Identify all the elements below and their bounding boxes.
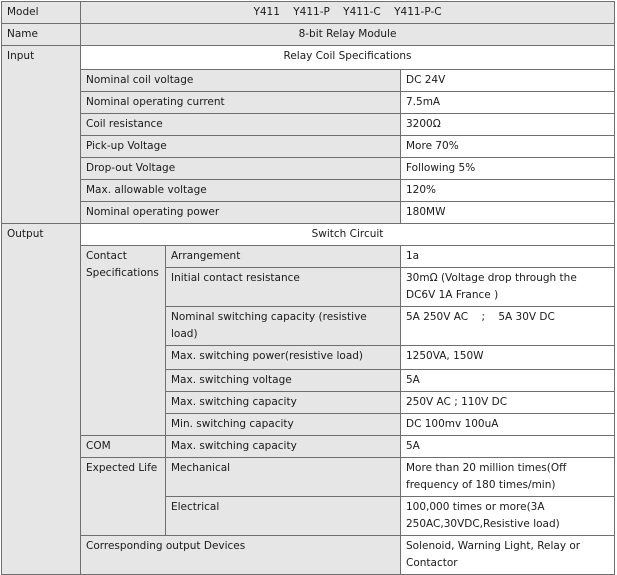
life-value: More than 20 million times(Off frequency of 180 times/min)	[401, 458, 615, 497]
input-row	[2, 114, 615, 136]
contact-value: 5A 250V AC ; 5A 30V DC	[401, 307, 615, 346]
contact-param: Arrangement	[166, 246, 401, 268]
input-param: Nominal operating current	[81, 92, 401, 114]
life-param: Mechanical	[166, 458, 401, 497]
model-row	[2, 2, 615, 24]
name-label: Name	[2, 24, 81, 46]
input-param: Coil resistance	[81, 114, 401, 136]
life-row	[2, 458, 615, 497]
contact-param: Max. switching capacity	[166, 392, 401, 414]
life-label: Expected Life	[81, 458, 166, 536]
output-header-row	[2, 224, 615, 246]
input-row	[2, 180, 615, 202]
input-param: Nominal coil voltage	[81, 70, 401, 92]
input-header: Relay Coil Specifications	[81, 46, 615, 70]
input-param: Pick-up Voltage	[81, 136, 401, 158]
input-value: 120%	[401, 180, 615, 202]
contact-value: DC 100mv 100uA	[401, 414, 615, 436]
input-row	[2, 70, 615, 92]
com-label: COM	[81, 436, 166, 458]
contact-label: Contact Specifications	[81, 246, 166, 436]
input-value: 180MW	[401, 202, 615, 224]
contact-value: 1250VA, 150W	[401, 346, 615, 370]
input-param: Nominal operating power	[81, 202, 401, 224]
life-value: 100,000 times or more(3A 250AC,30VDC,Resistive load)	[401, 497, 615, 536]
com-value: 5A	[401, 436, 615, 458]
contact-value: 30mΩ (Voltage drop through the DC6V 1A France )	[401, 268, 615, 307]
devices-row	[2, 536, 615, 575]
input-value: More 70%	[401, 136, 615, 158]
life-param: Electrical	[166, 497, 401, 536]
contact-value: 250V AC ; 110V DC	[401, 392, 615, 414]
input-row	[2, 136, 615, 158]
relay-spec-table	[1, 1, 615, 575]
input-value: 3200Ω	[401, 114, 615, 136]
com-param: Max. switching capacity	[166, 436, 401, 458]
output-header: Switch Circuit	[81, 224, 615, 246]
devices-value: Solenoid, Warning Light, Relay or Contactor	[401, 536, 615, 575]
contact-row	[2, 246, 615, 268]
input-row	[2, 158, 615, 180]
com-row	[2, 436, 615, 458]
input-value: 7.5mA	[401, 92, 615, 114]
model-label: Model	[2, 2, 81, 24]
devices-label: Corresponding output Devices	[81, 536, 401, 575]
contact-param: Nominal switching capacity (resistive load)	[166, 307, 401, 346]
input-label: Input	[2, 46, 81, 224]
input-value: Following 5%	[401, 158, 615, 180]
contact-param: Max. switching voltage	[166, 370, 401, 392]
model-value: Y411 Y411-P Y411-C Y411-P-C	[81, 2, 615, 24]
input-header-row	[2, 46, 615, 70]
name-row	[2, 24, 615, 46]
contact-param: Max. switching power(resistive load)	[166, 346, 401, 370]
contact-value: 1a	[401, 246, 615, 268]
name-value: 8-bit Relay Module	[81, 24, 615, 46]
contact-param: Initial contact resistance	[166, 268, 401, 307]
contact-value: 5A	[401, 370, 615, 392]
input-param: Drop-out Voltage	[81, 158, 401, 180]
input-row	[2, 202, 615, 224]
contact-param: Min. switching capacity	[166, 414, 401, 436]
input-row	[2, 92, 615, 114]
input-param: Max. allowable voltage	[81, 180, 401, 202]
input-value: DC 24V	[401, 70, 615, 92]
output-label: Output	[2, 224, 81, 575]
